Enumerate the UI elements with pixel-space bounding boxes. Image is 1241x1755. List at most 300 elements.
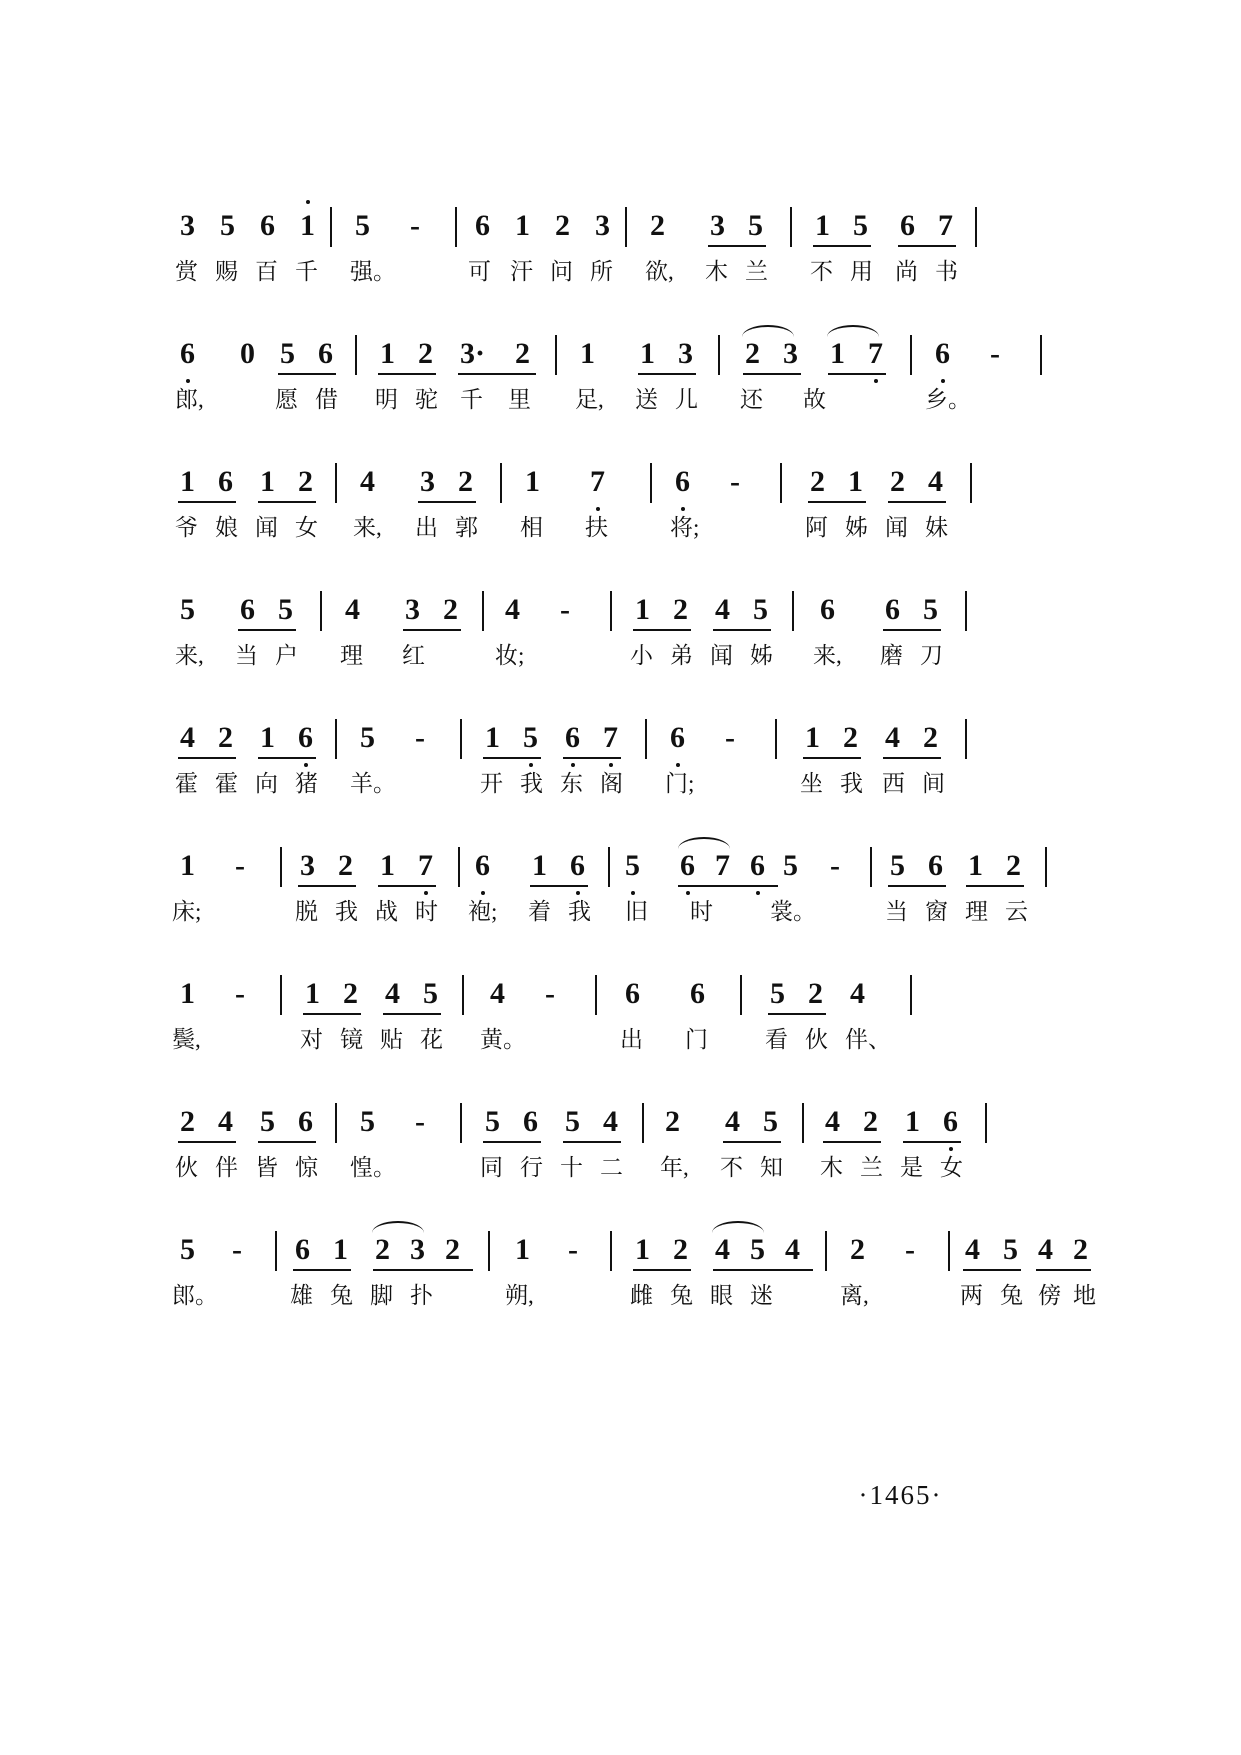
note-extender: - <box>568 1233 578 1266</box>
note: 7 <box>938 209 953 242</box>
lyric-syllable: 战 <box>375 899 398 924</box>
note: 2 <box>890 465 905 498</box>
note: 5 <box>260 1105 275 1138</box>
barline <box>335 1103 337 1143</box>
barline <box>910 335 912 375</box>
beam <box>298 885 356 887</box>
note: 1 <box>305 977 320 1010</box>
lyric-row-3 <box>170 509 1070 553</box>
note: 0 <box>240 337 255 370</box>
barline <box>870 847 872 887</box>
note: 5 <box>783 849 798 882</box>
note-extender: - <box>415 721 425 754</box>
barline <box>965 719 967 759</box>
lyric-syllable: 云 <box>1005 899 1028 924</box>
lyric-syllable: 霍 <box>215 771 238 796</box>
lyric-syllable: 门; <box>665 771 695 796</box>
lyric-syllable: 年, <box>660 1155 689 1180</box>
lyric-syllable: 愿 <box>275 387 298 412</box>
barline <box>355 335 357 375</box>
lyric-row-4 <box>170 637 1070 681</box>
lyric-syllable: 贴 <box>380 1027 403 1052</box>
lyric-syllable: 十 <box>560 1155 583 1180</box>
lyric-syllable: 地 <box>1073 1283 1096 1308</box>
beam <box>258 501 316 503</box>
note-extender: - <box>725 721 735 754</box>
note: 2 <box>338 849 353 882</box>
barline <box>975 207 977 247</box>
lyric-syllable: 女 <box>940 1155 963 1180</box>
lyric-syllable: 雌 <box>630 1283 653 1308</box>
lyric-syllable: 用 <box>850 259 873 284</box>
note: 5 <box>890 849 905 882</box>
note: 6 <box>943 1105 958 1138</box>
lyric-syllable: 郭 <box>455 515 478 540</box>
barline <box>802 1103 804 1143</box>
system-6 <box>170 835 1070 963</box>
note: 6 <box>180 337 195 370</box>
note: 6 <box>295 1233 310 1266</box>
beam <box>238 629 296 631</box>
note: 1 <box>300 209 315 242</box>
lyric-syllable: 妹 <box>925 515 948 540</box>
lyric-syllable: 坐 <box>800 771 823 796</box>
beam <box>403 629 461 631</box>
note: 4 <box>385 977 400 1010</box>
note: 6 <box>318 337 333 370</box>
lyric-syllable: 理 <box>965 899 988 924</box>
lyric-syllable: 不 <box>720 1155 743 1180</box>
barline <box>740 975 742 1015</box>
system-9 <box>170 1219 1096 1347</box>
barline <box>965 591 967 631</box>
lyric-syllable: 来, <box>813 643 842 668</box>
lyric-row-7 <box>170 1021 1070 1065</box>
note: 1 <box>333 1233 348 1266</box>
note: 4 <box>490 977 505 1010</box>
lyric-row-2 <box>170 381 1070 425</box>
note: 2 <box>555 209 570 242</box>
note: 3 <box>678 337 693 370</box>
note: 5 <box>278 593 293 626</box>
barline <box>650 463 652 503</box>
lyric-syllable: 旧 <box>625 899 648 924</box>
lyric-syllable: 猪 <box>295 771 318 796</box>
note: 7 <box>590 465 605 498</box>
note: 3 <box>783 337 798 370</box>
beam <box>633 1269 691 1271</box>
note: 4 <box>785 1233 800 1266</box>
lyric-syllable: 兔 <box>670 1283 693 1308</box>
beam <box>743 373 801 375</box>
lyric-syllable: 来, <box>353 515 382 540</box>
lyric-syllable: 伴 <box>215 1155 238 1180</box>
beam <box>258 1141 316 1143</box>
beam <box>378 373 436 375</box>
lyric-syllable: 女 <box>295 515 318 540</box>
note-extender: - <box>730 465 740 498</box>
note: 2 <box>650 209 665 242</box>
slur <box>827 325 879 337</box>
barline <box>460 1103 462 1143</box>
note: 4 <box>218 1105 233 1138</box>
barline <box>1045 847 1047 887</box>
beam <box>808 501 866 503</box>
note: 7 <box>868 337 883 370</box>
lyric-syllable: 惊 <box>295 1155 318 1180</box>
note: 2 <box>375 1233 390 1266</box>
note: 1 <box>905 1105 920 1138</box>
lyric-syllable: 来, <box>175 643 204 668</box>
page-number <box>0 1480 1241 1511</box>
lyric-syllable: 阿 <box>805 515 828 540</box>
note: 1 <box>635 1233 650 1266</box>
lyric-syllable: 两 <box>960 1283 983 1308</box>
note: 1 <box>380 849 395 882</box>
lyric-syllable: 儿 <box>675 387 698 412</box>
note: 5 <box>565 1105 580 1138</box>
beam <box>678 885 778 887</box>
note: 3 <box>595 209 610 242</box>
note: 4 <box>715 1233 730 1266</box>
notes-row-6 <box>170 835 1070 893</box>
note: 2 <box>673 593 688 626</box>
note: 3 <box>405 593 420 626</box>
note: 4 <box>1038 1233 1053 1266</box>
lyric-syllable: 赐 <box>215 259 238 284</box>
barline <box>608 847 610 887</box>
barline <box>275 1231 277 1271</box>
lyric-syllable: 东 <box>560 771 583 796</box>
note: 3 <box>180 209 195 242</box>
barline <box>455 207 457 247</box>
note: 2 <box>745 337 760 370</box>
note: 1 <box>380 337 395 370</box>
lyric-syllable: 羊。 <box>350 771 396 796</box>
lyric-syllable: 千 <box>295 259 318 284</box>
page-number-text: ·1465· <box>858 1480 943 1510</box>
note-extender: - <box>232 1233 242 1266</box>
note-extender: - <box>415 1105 425 1138</box>
barline <box>595 975 597 1015</box>
barline <box>610 591 612 631</box>
beam <box>823 1141 881 1143</box>
note-extender: - <box>905 1233 915 1266</box>
lyric-syllable: 知 <box>760 1155 783 1180</box>
beam <box>898 245 956 247</box>
lyric-syllable: 霍 <box>175 771 198 796</box>
lyric-syllable: 当 <box>885 899 908 924</box>
note: 2 <box>810 465 825 498</box>
beam <box>303 1013 361 1015</box>
lyric-syllable: 弟 <box>670 643 693 668</box>
note: 2 <box>863 1105 878 1138</box>
note: 6 <box>298 721 313 754</box>
lyric-syllable: 我 <box>568 899 591 924</box>
lyric-syllable: 小 <box>630 643 653 668</box>
beam <box>278 373 336 375</box>
note: 2 <box>218 721 233 754</box>
note: 2 <box>923 721 938 754</box>
note: 2 <box>1006 849 1021 882</box>
barline <box>775 719 777 759</box>
note: 4 <box>180 721 195 754</box>
note: 6 <box>675 465 690 498</box>
lyric-syllable: 磨 <box>880 643 903 668</box>
note: 2 <box>458 465 473 498</box>
barline <box>280 975 282 1015</box>
note: 7 <box>603 721 618 754</box>
lyric-syllable: 千 <box>460 387 483 412</box>
note: 2 <box>673 1233 688 1266</box>
note: 5 <box>1003 1233 1018 1266</box>
note: 1 <box>515 1233 530 1266</box>
note: 6 <box>750 849 765 882</box>
lyric-syllable: 红 <box>402 643 425 668</box>
lyric-syllable: 裳。 <box>770 899 816 924</box>
note: 6 <box>928 849 943 882</box>
note: 1 <box>635 593 650 626</box>
note: 4 <box>603 1105 618 1138</box>
system-1 <box>170 195 1070 323</box>
lyric-syllable: 当 <box>235 643 258 668</box>
slur <box>372 1221 424 1233</box>
note: 5 <box>485 1105 500 1138</box>
note: 2 <box>515 337 530 370</box>
barline <box>482 591 484 631</box>
slur <box>742 325 794 337</box>
lyric-row-1 <box>170 253 1070 297</box>
lyric-syllable: 姊 <box>845 515 868 540</box>
lyric-syllable: 鬓, <box>172 1027 201 1052</box>
lyric-syllable: 理 <box>340 643 363 668</box>
lyric-syllable: 书 <box>935 259 958 284</box>
lyric-syllable: 郎。 <box>172 1283 218 1308</box>
note: 7 <box>418 849 433 882</box>
lyric-syllable: 所 <box>590 259 613 284</box>
note: 3 <box>410 1233 425 1266</box>
note: 6 <box>240 593 255 626</box>
note: 6 <box>523 1105 538 1138</box>
note: 1 <box>805 721 820 754</box>
lyric-syllable: 爷 <box>175 515 198 540</box>
note: 6 <box>885 593 900 626</box>
notes-row-8 <box>170 1091 1070 1149</box>
lyric-syllable: 行 <box>520 1155 543 1180</box>
note: 2 <box>298 465 313 498</box>
notes-row-5 <box>170 707 1070 765</box>
note: 6 <box>565 721 580 754</box>
note: 4 <box>360 465 375 498</box>
note: 5 <box>753 593 768 626</box>
beam <box>963 1269 1021 1271</box>
note: 5 <box>180 593 195 626</box>
beam <box>1036 1269 1091 1271</box>
note: 3 <box>300 849 315 882</box>
barline <box>500 463 502 503</box>
lyric-syllable: 相 <box>520 515 543 540</box>
lyric-syllable: 欲, <box>645 259 674 284</box>
lyric-syllable: 雄 <box>290 1283 313 1308</box>
note-extender: - <box>235 977 245 1010</box>
lyric-syllable: 兰 <box>860 1155 883 1180</box>
lyric-syllable: 傍 <box>1038 1283 1061 1308</box>
note: 2 <box>665 1105 680 1138</box>
barline <box>792 591 794 631</box>
lyric-syllable: 故 <box>803 387 826 412</box>
lyric-syllable: 扶 <box>585 515 608 540</box>
lyric-syllable: 赏 <box>175 259 198 284</box>
barline <box>488 1231 490 1271</box>
note-extender: - <box>410 209 420 242</box>
note: 4 <box>965 1233 980 1266</box>
barline <box>462 975 464 1015</box>
system-4 <box>170 579 1070 707</box>
note: 6 <box>298 1105 313 1138</box>
barline <box>458 847 460 887</box>
lyric-syllable: 问 <box>550 259 573 284</box>
beam <box>713 1269 813 1271</box>
beam <box>723 1141 781 1143</box>
lyric-row-5 <box>170 765 1070 809</box>
note: 6 <box>670 721 685 754</box>
lyric-syllable: 不 <box>810 259 833 284</box>
note: 2 <box>418 337 433 370</box>
lyric-syllable: 扑 <box>410 1283 433 1308</box>
note: 2 <box>808 977 823 1010</box>
beam <box>178 757 236 759</box>
note: 4 <box>825 1105 840 1138</box>
note: 3· <box>460 337 486 370</box>
lyric-syllable: 驼 <box>415 387 438 412</box>
note: 6 <box>625 977 640 1010</box>
lyric-syllable: 迷 <box>750 1283 773 1308</box>
barline <box>460 719 462 759</box>
lyric-syllable: 床; <box>172 899 202 924</box>
beam <box>293 1269 351 1271</box>
note: 5 <box>280 337 295 370</box>
lyric-syllable: 阁 <box>600 771 623 796</box>
beam <box>383 1013 441 1015</box>
note: 1 <box>485 721 500 754</box>
barline <box>985 1103 987 1143</box>
lyric-syllable: 送 <box>635 387 658 412</box>
lyric-syllable: 闻 <box>885 515 908 540</box>
beam <box>828 373 886 375</box>
barline <box>610 1231 612 1271</box>
lyric-syllable: 我 <box>840 771 863 796</box>
note-extender: - <box>560 593 570 626</box>
note-extender: - <box>990 337 1000 370</box>
lyric-syllable: 间 <box>922 771 945 796</box>
lyric-syllable: 伴、 <box>845 1027 891 1052</box>
slur <box>678 837 730 849</box>
note: 5 <box>355 209 370 242</box>
lyric-syllable: 尚 <box>895 259 918 284</box>
lyric-syllable: 闻 <box>255 515 278 540</box>
beam <box>708 245 766 247</box>
lyric-syllable: 出 <box>620 1027 643 1052</box>
lyric-syllable: 还 <box>740 387 763 412</box>
lyric-syllable: 开 <box>480 771 503 796</box>
lyric-syllable: 兔 <box>1000 1283 1023 1308</box>
beam <box>966 885 1024 887</box>
note: 2 <box>445 1233 460 1266</box>
barline <box>1040 335 1042 375</box>
note: 6 <box>935 337 950 370</box>
note: 4 <box>345 593 360 626</box>
note: 1 <box>848 465 863 498</box>
note: 1 <box>580 337 595 370</box>
barline <box>280 847 282 887</box>
system-5 <box>170 707 1070 835</box>
barline <box>335 463 337 503</box>
lyric-syllable: 娘 <box>215 515 238 540</box>
barline <box>645 719 647 759</box>
note: 1 <box>830 337 845 370</box>
notes-row-9 <box>170 1219 1088 1277</box>
barline <box>790 207 792 247</box>
barline <box>718 335 720 375</box>
beam <box>373 1269 473 1271</box>
note: 4 <box>715 593 730 626</box>
note: 5 <box>750 1233 765 1266</box>
note: 5 <box>853 209 868 242</box>
beam <box>483 1141 541 1143</box>
barline <box>910 975 912 1015</box>
beam <box>883 757 941 759</box>
beam <box>530 885 588 887</box>
lyric-syllable: 时 <box>415 899 438 924</box>
beam <box>563 1141 621 1143</box>
lyric-syllable: 西 <box>882 771 905 796</box>
lyric-syllable: 伙 <box>805 1027 828 1052</box>
lyric-syllable: 木 <box>820 1155 843 1180</box>
barline <box>642 1103 644 1143</box>
note: 4 <box>725 1105 740 1138</box>
beam <box>888 501 946 503</box>
lyric-syllable: 脱 <box>295 899 318 924</box>
barline <box>330 207 332 247</box>
note: 2 <box>1073 1233 1088 1266</box>
beam <box>638 373 696 375</box>
note: 6 <box>900 209 915 242</box>
note: 1 <box>180 977 195 1010</box>
note: 5 <box>523 721 538 754</box>
lyric-syllable: 闻 <box>710 643 733 668</box>
beam <box>483 757 541 759</box>
lyric-syllable: 姊 <box>750 643 773 668</box>
lyric-syllable: 户 <box>275 643 298 668</box>
lyric-syllable: 朔, <box>505 1283 534 1308</box>
notes-row-7 <box>170 963 1070 1021</box>
note: 5 <box>180 1233 195 1266</box>
barline <box>555 335 557 375</box>
note: 5 <box>923 593 938 626</box>
note: 6 <box>260 209 275 242</box>
beam <box>713 629 771 631</box>
lyric-row-6 <box>170 893 1070 937</box>
lyric-syllable: 袍; <box>468 899 498 924</box>
barline <box>780 463 782 503</box>
lyric-syllable: 里 <box>508 387 531 412</box>
note: 5 <box>360 721 375 754</box>
note: 2 <box>843 721 858 754</box>
note: 2 <box>850 1233 865 1266</box>
lyric-syllable: 汗 <box>510 259 533 284</box>
note: 6 <box>820 593 835 626</box>
lyric-syllable: 对 <box>300 1027 323 1052</box>
